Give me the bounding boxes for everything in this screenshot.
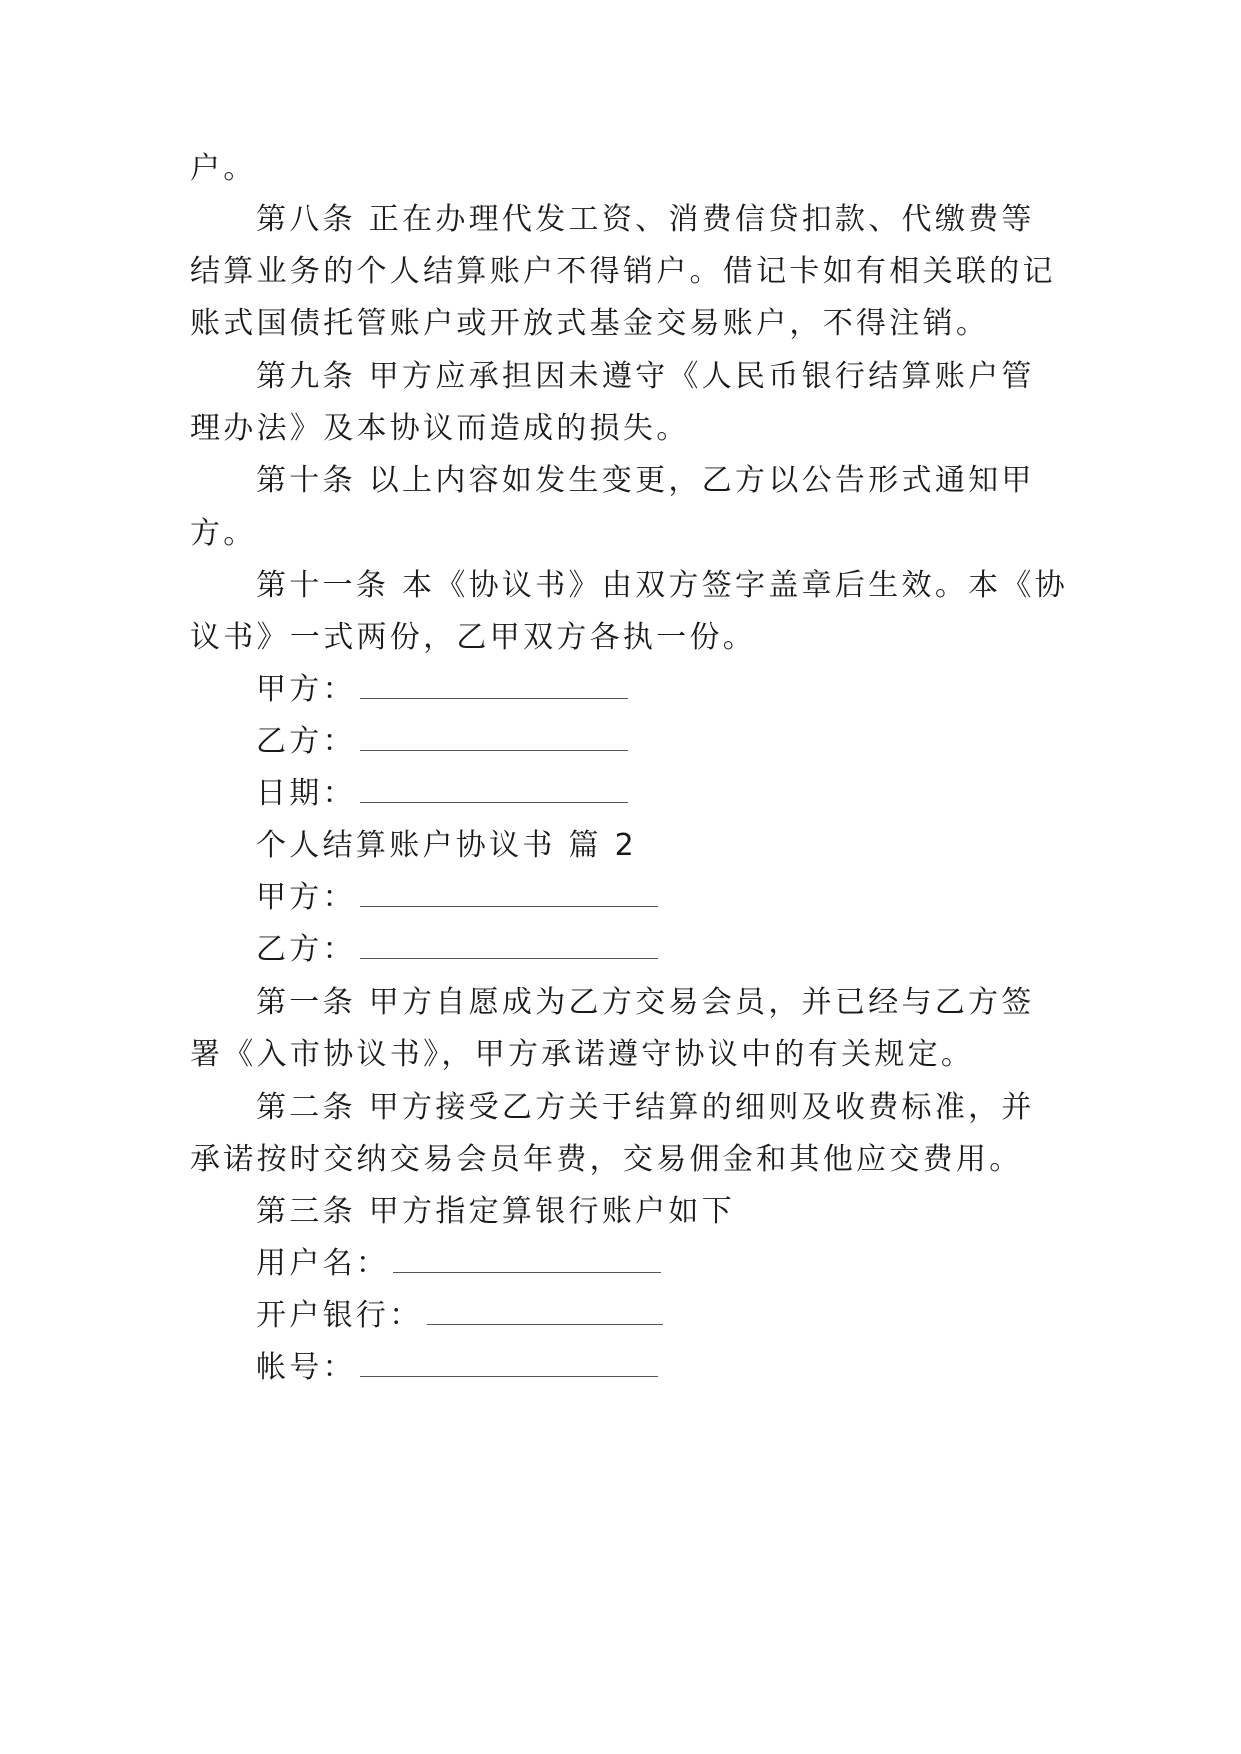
paragraph-line: 理办法》及本协议而造成的损失。 — [190, 411, 690, 446]
party-b-blank-line[interactable] — [360, 932, 658, 959]
signature-blank-line[interactable] — [360, 672, 628, 699]
paragraph-line: 署《入市协议书》，甲方承诺遵守协议中的有关规定。 — [190, 1037, 975, 1072]
account-number-label: 帐号： — [256, 1350, 356, 1385]
bank-name-field[interactable] — [256, 1296, 663, 1336]
signature-party-a-field[interactable] — [256, 670, 628, 710]
paragraph-line: 户。 — [190, 151, 257, 186]
bank-name-label: 开户银行： — [256, 1298, 423, 1333]
paragraph-line: 账式国债托管账户或开放式基金交易账户，不得注销。 — [190, 306, 990, 341]
article-1-heading-line: 第一条 甲方自愿成为乙方交易会员，并已经与乙方签 — [256, 985, 1035, 1020]
signature-party-b-field[interactable] — [256, 722, 628, 762]
signature-party-b-label: 乙方： — [256, 724, 356, 759]
paragraph-line: 承诺按时交纳交易会员年费，交易佣金和其他应交费用。 — [190, 1142, 1023, 1177]
party-a-blank-line[interactable] — [360, 880, 658, 907]
bank-username-field[interactable] — [256, 1244, 661, 1284]
paragraph-line: 议书》一式两份，乙甲双方各执一份。 — [190, 620, 757, 655]
paragraph-line: 方。 — [190, 516, 257, 551]
section-2-title: 个人结算账户协议书 篇 2 — [256, 828, 638, 863]
signature-blank-line[interactable] — [360, 724, 628, 751]
party-a-label: 甲方： — [256, 880, 356, 915]
article-11-heading-line: 第十一条 本《协议书》由双方签字盖章后生效。本《协 — [256, 568, 1069, 603]
article-8-heading-line: 第八条 正在办理代发工资、消费信贷扣款、代缴费等 — [256, 202, 1035, 237]
article-10-heading-line: 第十条 以上内容如发生变更，乙方以公告形式通知甲 — [256, 463, 1035, 498]
signature-date-label: 日期： — [256, 776, 356, 811]
section-2-party-b-field[interactable] — [256, 930, 658, 970]
bank-username-blank-line[interactable] — [393, 1246, 661, 1273]
section-2-party-a-field[interactable] — [256, 878, 658, 918]
date-blank-line[interactable] — [360, 776, 628, 803]
article-3-heading-line: 第三条 甲方指定算银行账户如下 — [256, 1194, 736, 1229]
article-2-heading-line: 第二条 甲方接受乙方关于结算的细则及收费标准，并 — [256, 1090, 1035, 1125]
bank-name-blank-line[interactable] — [427, 1298, 663, 1325]
party-b-label: 乙方： — [256, 932, 356, 967]
account-number-blank-line[interactable] — [360, 1350, 658, 1377]
article-9-heading-line: 第九条 甲方应承担因未遵守《人民币银行结算账户管 — [256, 359, 1035, 394]
paragraph-line: 结算业务的个人结算账户不得销户。借记卡如有相关联的记 — [190, 254, 1056, 289]
signature-party-a-label: 甲方： — [256, 672, 356, 707]
signature-date-field[interactable] — [256, 774, 628, 814]
account-number-field[interactable] — [256, 1348, 658, 1388]
bank-username-label: 用户名： — [256, 1246, 390, 1281]
